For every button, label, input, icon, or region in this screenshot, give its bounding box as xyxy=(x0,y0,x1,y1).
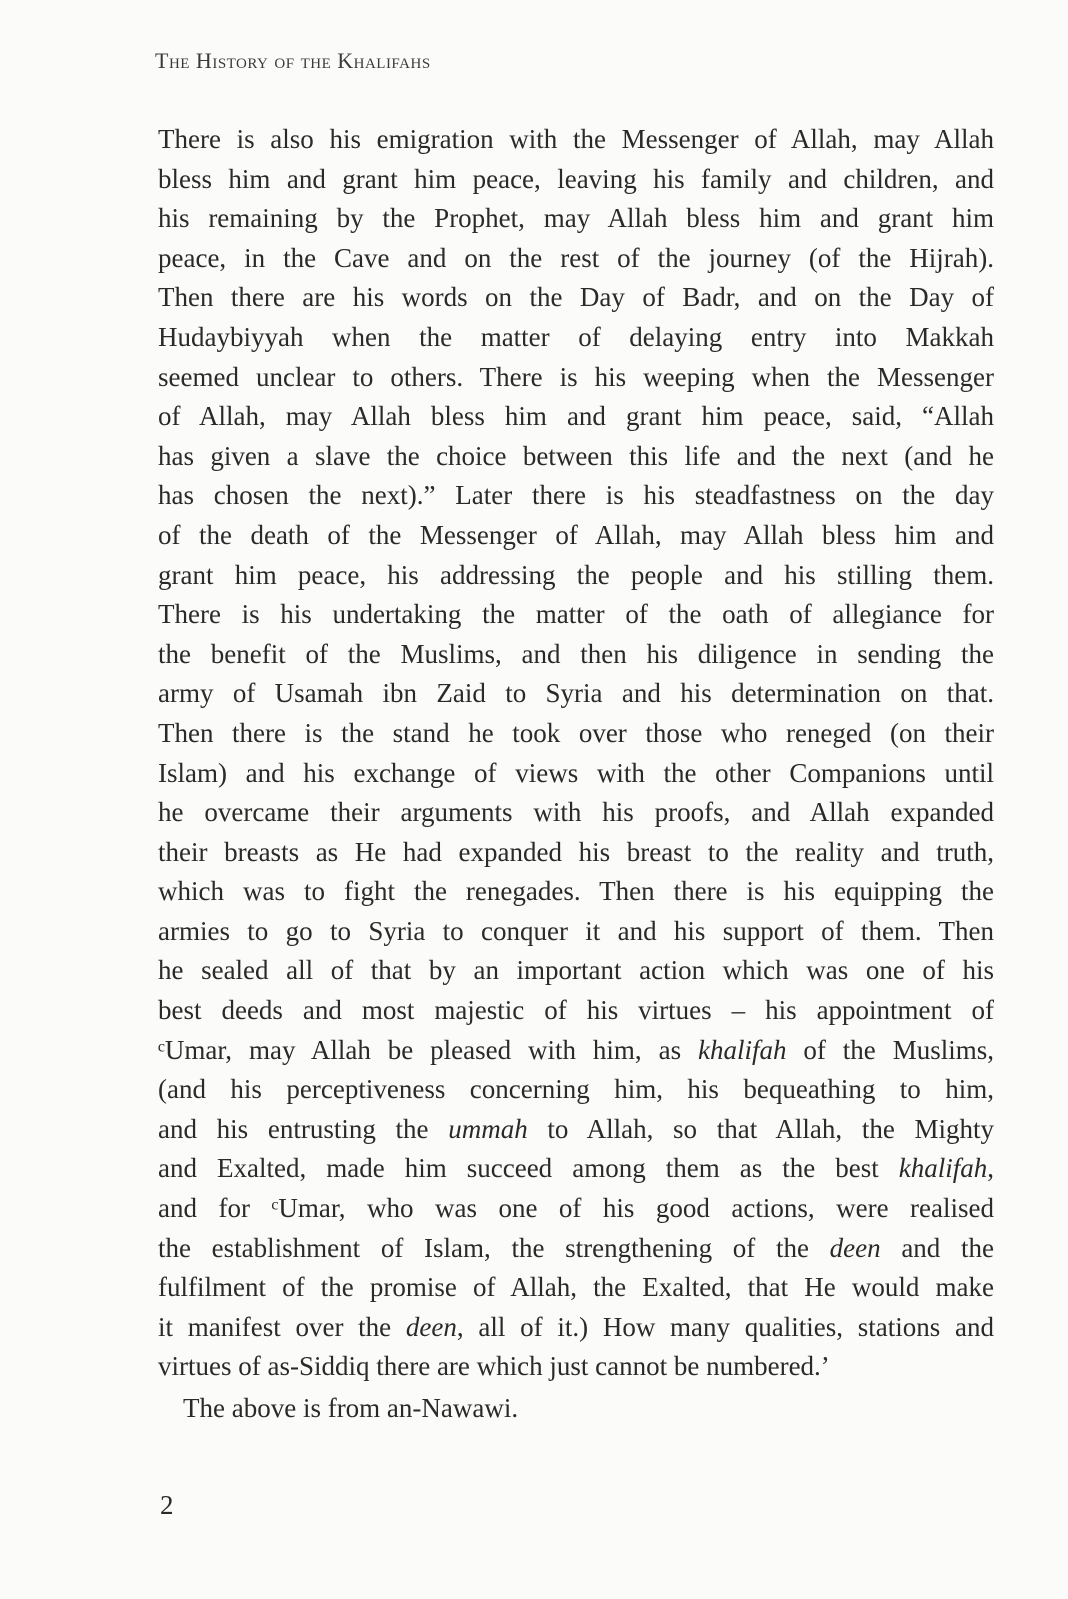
italic-term: khalifah xyxy=(898,1153,988,1184)
text-line: of Allah, may Allah bless him and grant him peace, said, “Allah xyxy=(158,401,994,432)
text-line: he overcame their arguments with his proofs, and Allah expanded xyxy=(158,797,994,828)
closing-sentence: The above is from an-Nawawi. xyxy=(183,1393,519,1423)
text-line: best deeds and most majestic of his virtues – his appointment of xyxy=(158,995,994,1026)
text-line: armies to go to Syria to conquer it and his support of them. Then xyxy=(158,915,994,946)
italic-term: deen xyxy=(829,1232,881,1263)
italic-term: khalifah xyxy=(698,1034,787,1065)
text-line: fulfilment of the promise of Allah, the Exalted, that He would make xyxy=(158,1272,994,1303)
text-run: of the Muslims, xyxy=(786,1034,994,1065)
text-line xyxy=(158,1110,994,1150)
text-line: seemed unclear to others. There is his weeping when the Messenger xyxy=(158,361,994,392)
text-line: army of Usamah ibn Zaid to Syria and his determination on that. xyxy=(158,678,994,709)
text-line xyxy=(158,1149,994,1189)
text-line xyxy=(158,1308,994,1348)
text-line: There is his undertaking the matter of the oath of allegiance for xyxy=(158,599,994,630)
text-line: he sealed all of that by an important action which was one of his xyxy=(158,955,994,986)
page-number: 2 xyxy=(160,1490,174,1520)
text-line: Islam) and his exchange of views with the other Companions until xyxy=(158,757,994,788)
text-line: bless him and grant him peace, leaving his family and children, and xyxy=(158,163,994,194)
text-line: their breasts as He had expanded his breast to the reality and truth, xyxy=(158,836,994,867)
text-run: and Exalted, made him succeed among them as the best xyxy=(158,1153,899,1184)
text-line: There is also his emigration with the Messenger of Allah, may Allah xyxy=(158,124,994,154)
text-line: his remaining by the Prophet, may Allah bless him and grant him xyxy=(158,203,994,234)
text-line: Then there is the stand he took over those who reneged (on their xyxy=(158,717,994,748)
text-line: grant him peace, his addressing the people and his stilling them. xyxy=(158,559,994,590)
text-run: , all of it.) How many qualities, stations and xyxy=(456,1311,994,1342)
text-run: , xyxy=(987,1153,994,1184)
text-line: peace, in the Cave and on the rest of the journey (of the Hijrah). xyxy=(158,242,994,273)
text-run: and the xyxy=(880,1232,994,1263)
text-line: of the death of the Messenger of Allah, may Allah bless him and xyxy=(158,519,994,550)
text-run: it manifest over the xyxy=(158,1311,406,1342)
italic-term: deen xyxy=(405,1311,457,1342)
text-run: the establishment of Islam, the strengthening of the xyxy=(158,1232,830,1263)
text-line: and for ᶜUmar, who was one of his good actions, were realised xyxy=(158,1193,994,1224)
text-line: has chosen the next).” Later there is his steadfastness on the day xyxy=(158,480,994,511)
text-line: has given a slave the choice between this life and the next (and he xyxy=(158,440,994,471)
text-line: Then there are his words on the Day of Badr, and on the Day of xyxy=(158,282,994,313)
text-line xyxy=(158,1229,994,1269)
text-run: and his entrusting the xyxy=(158,1113,449,1144)
text-run: ᶜUmar, may Allah be pleased with him, as xyxy=(158,1034,698,1065)
italic-term: ummah xyxy=(448,1113,528,1144)
text-run: to Allah, so that Allah, the Mighty xyxy=(527,1113,995,1144)
text-line: the benefit of the Muslims, and then his diligence in sending the xyxy=(158,638,994,669)
text-line: which was to fight the renegades. Then there is his equipping the xyxy=(158,876,994,907)
text-line xyxy=(158,1031,994,1071)
text-line: Hudaybiyyah when the matter of delaying entry into Makkah xyxy=(158,321,994,352)
text-line: virtues of as-Siddiq there are which just cannot be numbered.’ xyxy=(158,1351,830,1382)
running-head: The History of the Khalifahs xyxy=(155,48,431,73)
body-paragraph xyxy=(158,120,994,1387)
text-line: (and his perceptiveness concerning him, his bequeathing to him, xyxy=(158,1074,994,1105)
